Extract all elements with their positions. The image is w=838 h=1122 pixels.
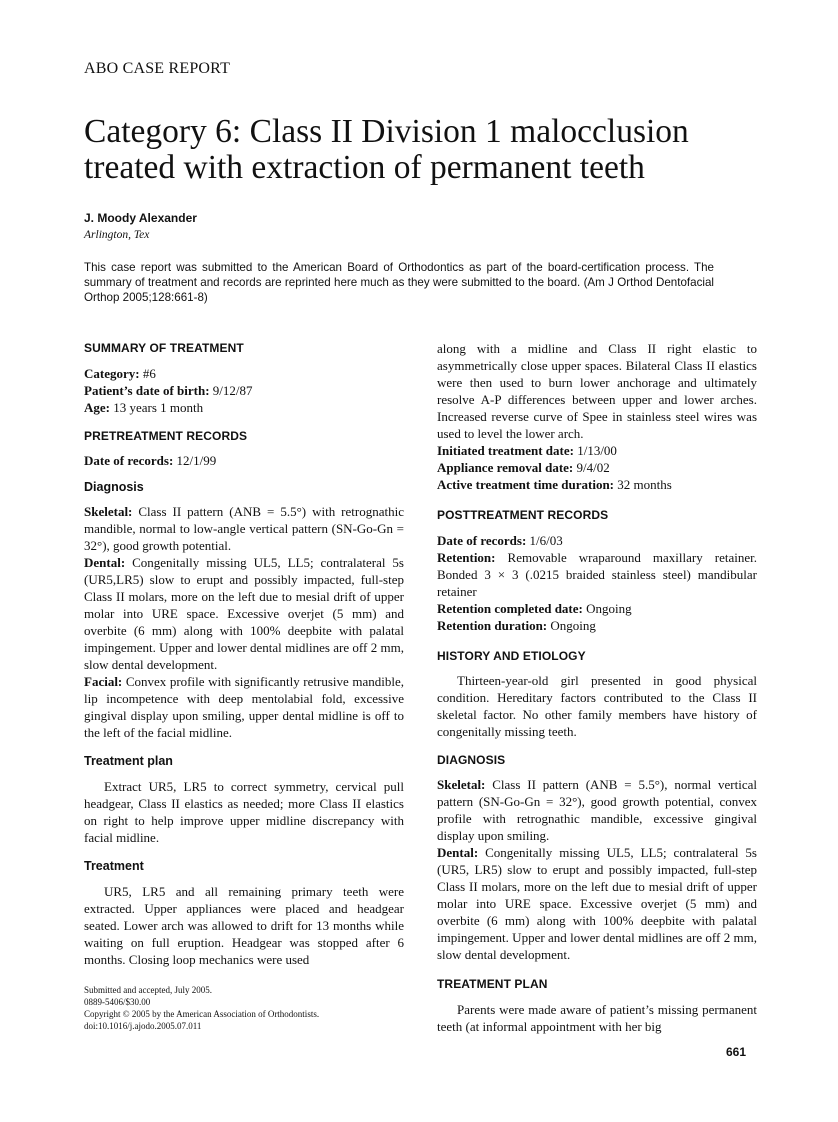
treatment-plan-paragraph: Extract UR5, LR5 to correct symmetry, cervical pull headgear, Class II elastics as needed; more Class II elastics on right to help improve upper midline discrepancy with facial midline. — [84, 779, 404, 845]
category-label: Category: — [84, 366, 140, 381]
dob-value: 9/12/87 — [209, 383, 253, 398]
author-name: J. Moody Alexander — [84, 211, 197, 225]
footnote-submitted: Submitted and accepted, July 2005. — [84, 985, 212, 995]
right-dental-paragraph — [437, 844, 757, 963]
active-duration-value: 32 months — [614, 477, 672, 492]
right-skeletal-paragraph — [437, 776, 757, 844]
records-date-field — [84, 452, 404, 469]
facial-text: Convex profile with significantly retrusive mandible, lip incompetence with deep mentolabial fold, excessive gingival display upon smiling, upper dental midline is off to the left of the facial midline. — [84, 674, 404, 740]
skeletal-label: Skeletal: — [84, 504, 133, 519]
dob-field — [84, 382, 404, 399]
retention-completed-label: Retention completed date: — [437, 601, 583, 616]
skeletal-paragraph — [84, 503, 404, 554]
retention-text: Removable wraparound maxillary retainer. Bonded 3 × 3 (.0215 braided stainless steel) mandibular retainer — [437, 550, 757, 599]
active-duration-field — [437, 476, 757, 493]
right-column — [437, 340, 757, 1035]
retention-duration-label: Retention duration: — [437, 618, 548, 633]
title-line-2: treated with extraction of permanent teeth — [84, 149, 645, 186]
left-column — [84, 340, 404, 968]
footnote-doi: doi:10.1016/j.ajodo.2005.07.011 — [84, 1021, 202, 1031]
history-heading: HISTORY AND ETIOLOGY — [437, 649, 586, 663]
summary-heading: SUMMARY OF TREATMENT — [84, 341, 244, 355]
records-date-label: Date of records: — [84, 453, 174, 468]
retention-label: Retention: — [437, 550, 496, 565]
pretreatment-heading: PRETREATMENT RECORDS — [84, 429, 248, 443]
active-duration-label: Active treatment time duration: — [437, 477, 615, 492]
retention-duration-field — [437, 617, 757, 634]
diagnosis-heading: DIAGNOSIS — [437, 753, 506, 767]
dental-text: Congenitally missing UL5, LL5; contralateral 5s (UR5,LR5) slow to erupt and possibly impacted, full-step Class II molars, more on the left due to mesial drift of upper molar into URE space. Excessive overjet (5 mm) and overbite (6 mm) along with 100% deepbite with palatal impingement. Upper and lower dental midlines are off 2 mm, slow dental development. — [84, 555, 404, 672]
post-date-label: Date of records: — [437, 533, 527, 548]
treatment-paragraph: UR5, LR5 and all remaining primary teeth were extracted. Upper appliances were placed and headgear seated. Lower arch was allowed to drift for 13 months while waiting on full eruption. Headgear was stopped after 6 months. Closing loop mechanics were used — [84, 884, 404, 967]
removal-field — [437, 459, 757, 476]
diagnosis-subheading: Diagnosis — [84, 480, 144, 494]
footnote-issn: 0889-5406/$30.00 — [84, 997, 151, 1007]
treatment-subheading: Treatment — [84, 859, 144, 873]
continued-paragraph: along with a midline and Class II right elastic to asymmetrically close upper spaces. Bilateral Class II elastics were then used to burn lower anchorage and ultimately resolve A-P differences between upper and lower arches. Increased reverse curve of Spee in stainless steel wires was used to level the lower arch. — [437, 341, 757, 441]
right-skeletal-label: Skeletal: — [437, 777, 486, 792]
skeletal-text: Class II pattern (ANB = 5.5°) with retrognathic mandible, normal to low-angle vertical pattern (SN-Go-Gn = 32°), good growth potential. — [84, 504, 404, 553]
treatment-plan-subheading: Treatment plan — [84, 754, 173, 768]
post-date-value: 1/6/03 — [526, 533, 563, 548]
abstract: This case report was submitted to the American Board of Orthodontics as part of the board-certification process. The summary of treatment and records are reprinted here much as they were submitted to the board. (Am J Orthod Dentofacial Orthop 2005;128:661-8) — [84, 261, 714, 304]
age-value: 13 years 1 month — [110, 400, 204, 415]
initiated-value: 1/13/00 — [573, 443, 617, 458]
removal-value: 9/4/02 — [573, 460, 610, 475]
right-dental-text: Congenitally missing UL5, LL5; contralateral 5s (UR5, LR5) slow to erupt and possibly impacted, full-step Class II molars, more on the left due to mesial drift of upper molar into URE space. Excessive overjet (5 mm) and overbite (6 mm) along with 100% deepbite with palatal impingement. Upper and lower dental midlines are off 2 mm, slow dental development. — [437, 845, 757, 962]
initiated-field — [437, 442, 757, 459]
right-dental-label: Dental: — [437, 845, 479, 860]
dental-paragraph — [84, 554, 404, 673]
initiated-label: Initiated treatment date: — [437, 443, 574, 458]
post-date-field — [437, 532, 757, 549]
retention-paragraph — [437, 549, 757, 600]
facial-label: Facial: — [84, 674, 123, 689]
age-label: Age: — [84, 400, 110, 415]
removal-label: Appliance removal date: — [437, 460, 574, 475]
retention-duration-value: Ongoing — [547, 618, 596, 633]
category-field — [84, 365, 404, 382]
author-affiliation: Arlington, Tex — [84, 229, 150, 241]
posttreatment-heading: POSTTREATMENT RECORDS — [437, 508, 609, 522]
treatment-plan-heading: TREATMENT PLAN — [437, 977, 548, 991]
footnote-copyright: Copyright © 2005 by the American Association of Orthodontists. — [84, 1009, 320, 1019]
page-number: 661 — [726, 1045, 747, 1059]
age-field — [84, 399, 404, 416]
category-value: #6 — [139, 366, 156, 381]
right-treatment-plan-paragraph: Parents were made aware of patient’s missing permanent teeth (at informal appointment with her big — [437, 1002, 757, 1034]
section-label: ABO CASE REPORT — [84, 60, 231, 77]
retention-completed-value: Ongoing — [582, 601, 632, 616]
retention-completed-field — [437, 600, 757, 617]
footnote — [84, 984, 414, 1032]
history-paragraph: Thirteen-year-old girl presented in good physical condition. Hereditary factors contributed to the Class II skeletal factor. No other family members have history of congenitally missing teeth. — [437, 673, 757, 739]
dental-label: Dental: — [84, 555, 126, 570]
facial-paragraph — [84, 673, 404, 741]
dob-label: Patient’s date of birth: — [84, 383, 210, 398]
title-line-1: Category 6: Class II Division 1 malocclusion — [84, 113, 689, 150]
right-skeletal-text: Class II pattern (ANB = 5.5°), normal vertical pattern (SN-Go-Gn = 32°), good growth potential, convex profile with retrognathic mandible, excessive gingival display upon smiling. — [437, 777, 757, 843]
records-date-value: 12/1/99 — [173, 453, 217, 468]
article-title — [84, 114, 764, 186]
